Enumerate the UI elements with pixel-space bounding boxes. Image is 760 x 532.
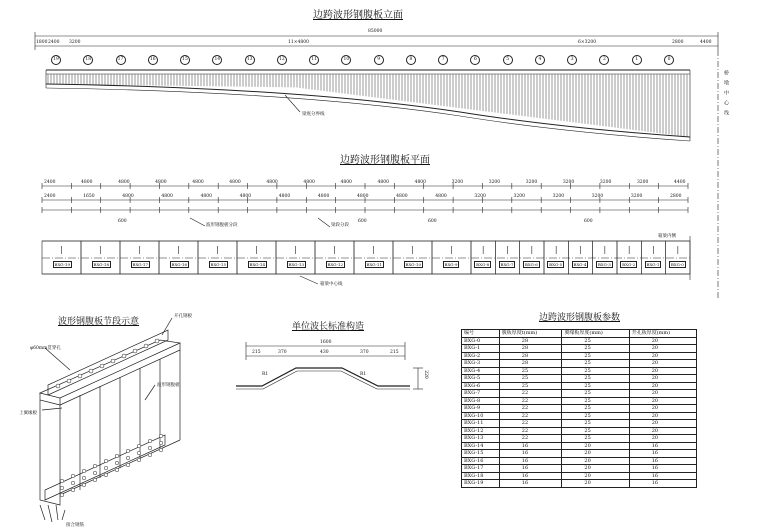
plan-small-dim-2: 600 — [358, 219, 367, 224]
plan-dim-label: 4800 — [200, 194, 212, 199]
plan-box-label: BXG-1 — [646, 262, 660, 267]
table-row — [462, 420, 697, 428]
plan-web-label: 波形钢腹板分段 — [206, 223, 238, 228]
perforation-hole — [133, 349, 137, 353]
elev-dim-3: 3200 — [69, 40, 81, 45]
cell-perforated: 20 — [629, 337, 696, 345]
perforation-hole — [104, 459, 108, 463]
plan-dim-label: 3200 — [630, 194, 643, 199]
wave-height-dim: 220 — [422, 370, 428, 379]
perforation-hole — [104, 466, 108, 470]
perforation-hole — [93, 478, 97, 482]
plan-box-label: BXG-9 — [444, 262, 458, 267]
plan-box-label: BXG-8 — [476, 262, 490, 267]
cell-web: 25 — [499, 375, 562, 383]
segment-id-marker: 15 — [180, 55, 190, 65]
iso-label-flange: 上翼缘板 — [19, 411, 37, 416]
cell-id: BXG-16 — [462, 457, 500, 465]
segment-id-marker: 17 — [116, 55, 126, 65]
plan-box-label: BXG-6 — [524, 262, 538, 267]
plan-dim-label: 4800 — [278, 194, 291, 199]
plan-box-label: BXG-2 — [622, 262, 636, 267]
iso-label-web: 波形钢腹板 — [157, 383, 180, 388]
cell-web: 22 — [499, 397, 562, 405]
cell-web: 22 — [499, 390, 562, 398]
cell-id: BXG-9 — [462, 405, 500, 413]
segment-id-marker: 16 — [148, 55, 158, 65]
plan-web-box — [198, 241, 237, 274]
perforation-hole — [137, 444, 141, 448]
table-row — [462, 412, 697, 420]
iso-label-perforated-plate: 开孔钢板 — [174, 314, 192, 319]
plan-box-label: BXG-12 — [327, 262, 343, 267]
plan-dim-label: 4800 — [377, 180, 389, 185]
wave-r-left: R1 — [262, 372, 269, 377]
cell-perforated: 20 — [629, 382, 696, 390]
perforation-hole — [60, 479, 64, 483]
cell-id: BXG-15 — [462, 450, 500, 458]
cell-perforated: 16 — [629, 472, 696, 480]
cell-id: BXG-1 — [462, 345, 500, 353]
perforation-hole — [126, 449, 130, 453]
perforation-hole — [71, 488, 75, 492]
cell-web: 25 — [499, 367, 562, 375]
cell-perforated: 16 — [629, 480, 696, 488]
cell-perforated: 20 — [629, 345, 696, 353]
wave-total-dim: 1600 — [320, 340, 332, 345]
params-header-row — [462, 330, 697, 338]
cell-web: 28 — [499, 352, 562, 360]
table-row — [462, 472, 697, 480]
cell-flange: 20 — [562, 480, 629, 488]
plan-box-label: BXG-11 — [366, 262, 382, 267]
perforation-hole — [159, 441, 163, 445]
plan-web-box — [315, 241, 354, 274]
wave-dim-5: 215 — [390, 350, 399, 355]
header-perforated: 开孔板厚度(mm) — [629, 330, 696, 338]
cell-perforated: 20 — [629, 405, 696, 413]
cell-web: 28 — [499, 337, 562, 345]
elev-dim-5: 6×3200 — [578, 40, 597, 45]
cell-flange: 20 — [562, 442, 629, 450]
isometric-sketch — [40, 318, 180, 522]
perforation-hole — [71, 481, 75, 485]
wave-dim-4: 370 — [360, 350, 369, 355]
perforation-hole — [93, 464, 97, 468]
perforation-hole — [104, 473, 108, 477]
plan-dim-label: 4800 — [155, 180, 167, 185]
table-row — [462, 435, 697, 443]
plan-box-label: BXG-14 — [249, 262, 265, 267]
plan-box-label: BXG-7 — [500, 262, 514, 267]
plan-dim-label: 3200 — [525, 180, 538, 185]
segment-id-marker: 9 — [374, 55, 384, 65]
params-title: 边跨波形钢腹板参数 — [539, 313, 621, 323]
table-row — [462, 450, 697, 458]
plan-dim-label: 4400 — [674, 180, 686, 185]
plan-web-box — [666, 241, 690, 274]
segment-id-marker: 12 — [277, 55, 287, 65]
plan-dim-label: 4800 — [122, 194, 134, 199]
table-row — [462, 442, 697, 450]
cell-perforated: 16 — [629, 442, 696, 450]
cell-flange: 25 — [562, 360, 629, 368]
cell-web: 22 — [499, 435, 562, 443]
cell-perforated: 20 — [629, 360, 696, 368]
plan-box-label: BXG-0 — [670, 262, 684, 267]
pier-center-label: 桥墩中心线 — [723, 70, 729, 120]
isometric-title: 波形钢腹板节段示意 — [58, 317, 140, 327]
cell-flange: 25 — [562, 435, 629, 443]
wave-title: 单位波长标准构造 — [292, 322, 365, 332]
plan-web-box — [544, 241, 568, 274]
cell-flange: 25 — [562, 412, 629, 420]
cell-id: BXG-17 — [462, 465, 500, 473]
plan-dim-label: 4800 — [340, 180, 352, 185]
cell-id: BXG-7 — [462, 390, 500, 398]
table-row — [462, 360, 697, 368]
cell-flange: 25 — [562, 397, 629, 405]
cell-flange: 25 — [562, 367, 629, 375]
perforation-hole — [60, 493, 64, 497]
cell-perforated: 20 — [629, 435, 696, 443]
cell-web: 16 — [499, 442, 562, 450]
perforation-hole — [155, 339, 159, 343]
iso-label-rebar: 接合钢筋 — [66, 523, 84, 528]
cell-web: 16 — [499, 457, 562, 465]
cell-id: BXG-18 — [462, 472, 500, 480]
plan-dim-label: 3200 — [636, 180, 649, 185]
elev-dim-2: 2400 — [48, 40, 60, 45]
segment-id-marker: 4 — [535, 55, 545, 65]
cell-id: BXG-8 — [462, 397, 500, 405]
cell-perforated: 20 — [629, 375, 696, 383]
perforation-hole — [126, 456, 130, 460]
wave-r-right: R1 — [360, 372, 367, 377]
plan-web-box — [495, 241, 519, 274]
cell-id: BXG-10 — [462, 412, 500, 420]
cell-id: BXG-13 — [462, 435, 500, 443]
cell-id: BXG-12 — [462, 427, 500, 435]
elev-dim-6: 2800 — [672, 40, 684, 45]
perforation-hole — [60, 486, 64, 490]
header-web: 腹板厚度t(mm) — [499, 330, 562, 338]
plan-box-label: BXG-18 — [93, 262, 109, 267]
table-row — [462, 427, 697, 435]
segment-id-marker: 3 — [567, 55, 577, 65]
plan-dim-label: 3200 — [552, 194, 565, 199]
plan-dim-label: 3200 — [513, 194, 525, 199]
cell-web: 28 — [499, 345, 562, 353]
segment-id-marker: 11 — [309, 55, 319, 65]
wave-dim-1: 215 — [252, 350, 261, 355]
plan-beam-center-label: 箱梁中心线 — [320, 282, 343, 287]
elev-dim-7: 4400 — [700, 40, 712, 45]
plan-dim-label: 2800 — [670, 194, 682, 199]
perforation-hole — [122, 354, 126, 358]
perforation-hole — [82, 476, 86, 480]
perforation-hole — [100, 364, 104, 368]
wave-dim-2: 370 — [278, 350, 287, 355]
segment-id-marker: 6 — [470, 55, 480, 65]
plan-dim-label: 4800 — [229, 180, 241, 185]
params-table — [461, 329, 697, 488]
plan-web-box — [393, 241, 432, 274]
cell-flange: 25 — [562, 420, 629, 428]
cell-id: BXG-14 — [462, 442, 500, 450]
table-row — [462, 465, 697, 473]
perforation-hole — [137, 451, 141, 455]
cell-flange: 20 — [562, 472, 629, 480]
perforation-hole — [82, 469, 86, 473]
plan-dim-label: 3200 — [591, 194, 604, 199]
plan-web-box — [120, 241, 159, 274]
perforation-hole — [115, 454, 119, 458]
plan-dim-label: 3200 — [599, 180, 612, 185]
plan-box-label: BXG-4 — [573, 262, 587, 267]
cell-flange: 25 — [562, 382, 629, 390]
cell-web: 16 — [499, 480, 562, 488]
plan-dim-label: 4800 — [266, 180, 278, 185]
cell-flange: 25 — [562, 427, 629, 435]
segment-id-marker: 19 — [51, 55, 61, 65]
cell-perforated: 20 — [629, 420, 696, 428]
plan-dim-label: 3200 — [451, 180, 464, 185]
perforation-hole — [148, 439, 152, 443]
plan-web-box — [237, 241, 276, 274]
cell-id: BXG-6 — [462, 382, 500, 390]
header-id: 编号 — [462, 330, 500, 338]
cell-id: BXG-2 — [462, 352, 500, 360]
plan-dim-label: 3200 — [474, 194, 486, 199]
cell-perforated: 20 — [629, 367, 696, 375]
table-row — [462, 345, 697, 353]
cell-id: BXG-11 — [462, 420, 500, 428]
cell-perforated: 20 — [629, 427, 696, 435]
plan-small-dim-3: 600 — [428, 219, 437, 224]
plan-title: 边跨波形钢腹板平面 — [340, 155, 430, 166]
header-flange: 翼缘板厚度(mm) — [562, 330, 629, 338]
plan-box-label: BXG-3 — [597, 262, 611, 267]
cell-web: 22 — [499, 427, 562, 435]
cell-flange: 25 — [562, 390, 629, 398]
segment-id-marker: 7 — [438, 55, 448, 65]
perforation-hole — [71, 474, 75, 478]
cell-id: BXG-19 — [462, 480, 500, 488]
elevation-annotation: 梁底分界线 — [302, 112, 325, 117]
perforation-hole — [159, 434, 163, 438]
cell-id: BXG-0 — [462, 337, 500, 345]
segment-id-marker: 18 — [83, 55, 93, 65]
perforation-hole — [67, 379, 71, 383]
plan-box-label: BXG-17 — [132, 262, 148, 267]
table-row — [462, 375, 697, 383]
plan-outer-label: 箱梁内侧 — [658, 234, 676, 239]
cell-web: 16 — [499, 450, 562, 458]
plan-small-dim-1: 600 — [118, 219, 127, 224]
plan-dim-label: 2400 — [44, 180, 56, 185]
plan-web-box — [432, 241, 471, 274]
table-row — [462, 382, 697, 390]
elevation-total-dim: 85000 — [368, 29, 383, 34]
plan-box-label: BXG-15 — [210, 262, 226, 267]
perforation-hole — [144, 344, 148, 348]
cell-web: 22 — [499, 405, 562, 413]
plan-dim-label: 4800 — [357, 194, 369, 199]
perforation-hole — [115, 468, 119, 472]
segment-id-marker: 2 — [599, 55, 609, 65]
cell-web: 25 — [499, 382, 562, 390]
cell-perforated: 20 — [629, 390, 696, 398]
segment-id-marker: 1 — [632, 55, 642, 65]
perforation-hole — [56, 384, 60, 388]
plan-web-box — [42, 241, 81, 274]
cell-perforated: 20 — [629, 352, 696, 360]
perforation-hole — [148, 446, 152, 450]
elev-dim-1: 1800 — [36, 40, 48, 45]
plan-dim-label: 4800 — [435, 194, 447, 199]
plan-dim-label: 4800 — [317, 194, 330, 199]
plan-box-label: BXG-10 — [405, 262, 421, 267]
plan-dim-label: 2400 — [44, 194, 56, 199]
plan-dim-label: 4800 — [239, 194, 252, 199]
segment-id-marker: 13 — [245, 55, 255, 65]
plan-web-box — [617, 241, 641, 274]
segment-id-marker: 14 — [212, 55, 222, 65]
plan-box-label: BXG-13 — [288, 262, 304, 267]
plan-web-box — [520, 241, 544, 274]
plan-dim-label: 4800 — [118, 180, 130, 185]
plan-box-label: BXG-16 — [171, 262, 187, 267]
elevation-title: 边跨波形钢腹板立面 — [313, 10, 403, 21]
wave-dim-3: 430 — [320, 350, 329, 355]
table-row — [462, 367, 697, 375]
cell-web: 28 — [499, 360, 562, 368]
plan-dim-label: 4800 — [161, 194, 173, 199]
cell-flange: 25 — [562, 345, 629, 353]
cell-flange: 25 — [562, 405, 629, 413]
perforation-hole — [126, 463, 130, 467]
plan-dim-label: 3200 — [488, 180, 501, 185]
elev-dim-4: 11×4800 — [288, 40, 309, 45]
segment-id-marker: 5 — [503, 55, 513, 65]
perforation-hole — [89, 369, 93, 373]
plan-seg-label: 梁段分段 — [331, 223, 349, 228]
table-row — [462, 397, 697, 405]
plan-dim-label: 4800 — [192, 180, 204, 185]
iso-label-hole: φ60mm贯穿孔 — [30, 346, 61, 351]
plan-web-box — [471, 241, 495, 274]
cell-flange: 25 — [562, 337, 629, 345]
cell-perforated: 16 — [629, 465, 696, 473]
cell-id: BXG-3 — [462, 360, 500, 368]
perforation-hole — [111, 359, 115, 363]
cell-perforated: 20 — [629, 412, 696, 420]
plan-box-label: BXG-5 — [549, 262, 563, 267]
plan-small-dim-4: 600 — [584, 219, 593, 224]
plan-web-box — [568, 241, 592, 274]
plan-web-box — [159, 241, 198, 274]
plan-web-box — [276, 241, 315, 274]
table-row — [462, 390, 697, 398]
plan-dim-label: 4800 — [81, 180, 93, 185]
cell-web: 22 — [499, 412, 562, 420]
table-row — [462, 352, 697, 360]
table-row — [462, 480, 697, 488]
plan-dim-label: 4800 — [396, 194, 408, 199]
cell-web: 16 — [499, 465, 562, 473]
plan-dim-label: 4800 — [414, 180, 427, 185]
plan-dim-label: 1650 — [83, 194, 95, 199]
perforation-hole — [148, 453, 152, 457]
cell-perforated: 16 — [629, 450, 696, 458]
cell-id: BXG-4 — [462, 367, 500, 375]
plan-box-label: BXG-19 — [54, 262, 70, 267]
cell-perforated: 16 — [629, 457, 696, 465]
plan-dim-label: 4800 — [303, 180, 315, 185]
cell-flange: 25 — [562, 375, 629, 383]
cell-id: BXG-5 — [462, 375, 500, 383]
perforation-hole — [137, 458, 141, 462]
segment-id-marker: 8 — [406, 55, 416, 65]
perforation-hole — [78, 374, 82, 378]
cell-flange: 20 — [562, 457, 629, 465]
table-row — [462, 457, 697, 465]
plan-web-box — [593, 241, 617, 274]
plan-web-box — [354, 241, 393, 274]
perforation-hole — [93, 471, 97, 475]
table-row — [462, 337, 697, 345]
perforation-hole — [159, 448, 163, 452]
cell-flange: 20 — [562, 465, 629, 473]
segment-id-marker: 10 — [341, 55, 351, 65]
cell-flange: 20 — [562, 450, 629, 458]
perforation-hole — [115, 461, 119, 465]
table-row — [462, 405, 697, 413]
plan-dim-label: 3200 — [562, 180, 575, 185]
segment-id-marker: 0 — [664, 55, 674, 65]
cell-web: 16 — [499, 472, 562, 480]
cell-flange: 25 — [562, 352, 629, 360]
perforation-hole — [82, 483, 86, 487]
plan-web-box — [641, 241, 665, 274]
cell-perforated: 20 — [629, 397, 696, 405]
cell-web: 22 — [499, 420, 562, 428]
plan-web-box — [81, 241, 120, 274]
